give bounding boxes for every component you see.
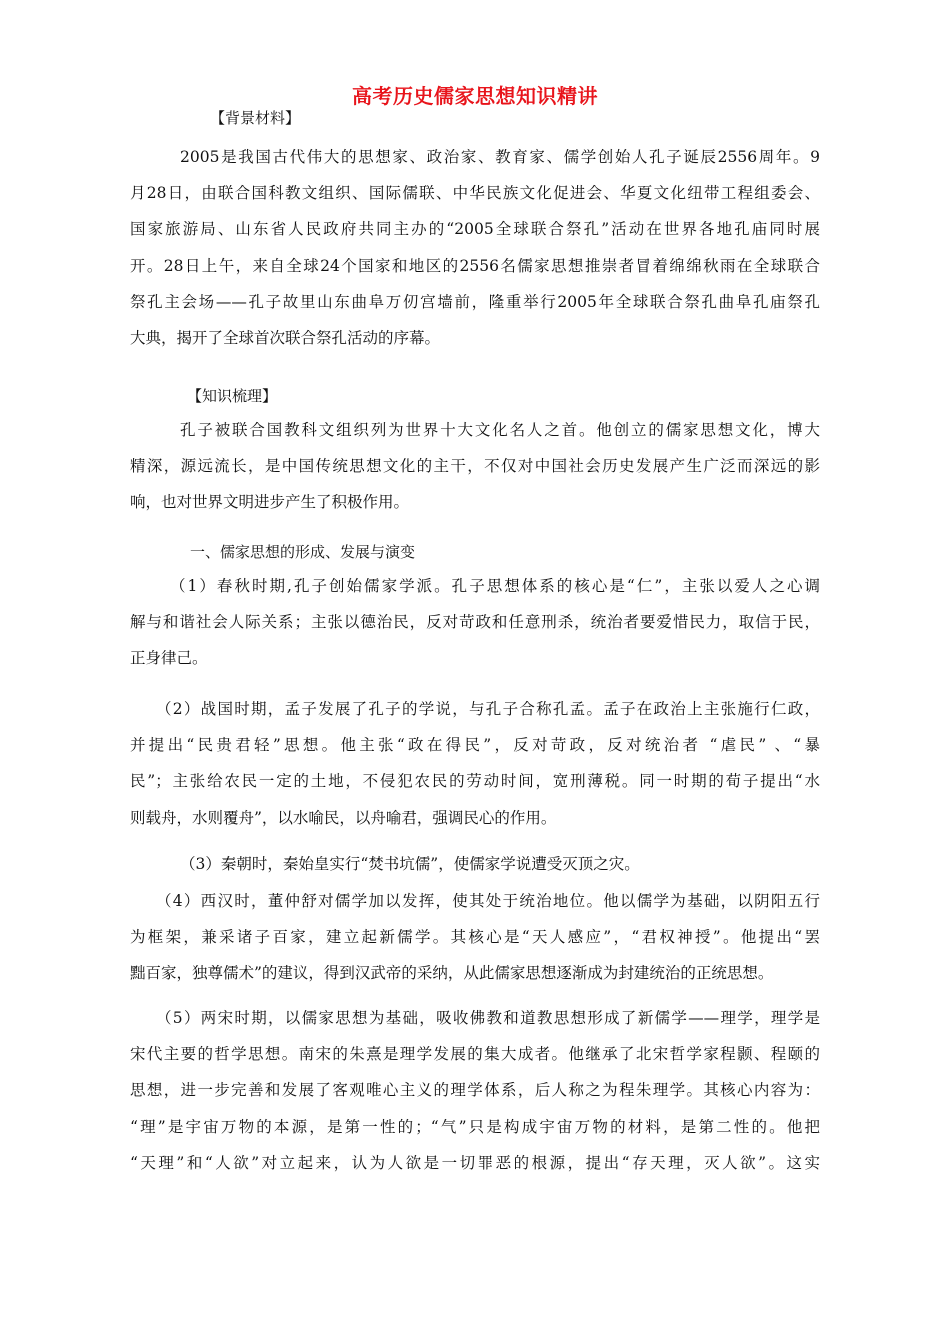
paragraph-line: 正身律己。 (130, 649, 208, 668)
paragraph-line: 思想，进一步完善和发展了客观唯心主义的理学体系，后人称之为程朱理学。其核心内容为： (130, 1081, 820, 1100)
intro-paragraph (130, 412, 820, 521)
paragraph-line: 并提出“民贵君轻”思想。他主张“政在得民”，反对苛政，反对统治者 “虐民” 、“暴 (130, 736, 820, 755)
paragraph-line: 开。28日上午，来自全球24个国家和地区的2556名儒家思想推崇者冒着绵绵秋雨在全球联合 (130, 256, 820, 275)
paragraph-line: （1）春秋时期,孔子创始儒家学派。孔子思想体系的核心是“仁”，主张以爱人之心调 (170, 577, 820, 595)
background-paragraph (130, 139, 820, 356)
paragraph-line: “理”是宇宙万物的本源，是第一性的；“气”只是构成宇宙万物的材料，是第二性的。他把 (130, 1117, 820, 1136)
paragraph-line: 则载舟，水则覆舟”，以水喻民，以舟喻君，强调民心的作用。 (130, 808, 557, 827)
paragraph-line: 宋代主要的哲学思想。南宋的朱熹是理学发展的集大成者。他继承了北宋哲学家程颢、程颐的 (130, 1045, 820, 1064)
item-5-paragraph (130, 1000, 820, 1181)
paragraph-line: “天理”和“人欲”对立起来，认为人欲是一切罪恶的根源，提出“存天理，灭人欲”。这实 (130, 1153, 820, 1172)
paragraph-line: 2005是我国古代伟大的思想家、政治家、教育家、儒学创始人孔子诞辰2556周年。9 (180, 148, 820, 166)
paragraph-line: 解与和谐社会人际关系；主张以德治民，反对苛政和任意刑杀，统治者要爱惜民力，取信于民， (130, 613, 820, 632)
section-heading-1: 一、儒家思想的形成、发展与演变 (190, 543, 416, 561)
paragraph-line: 孔子被联合国教科文组织列为世界十大文化名人之首。他创立的儒家思想文化，博大 (180, 421, 820, 439)
paragraph-line: 大典，揭开了全球首次联合祭孔活动的序幕。 (130, 329, 441, 348)
paragraph-line: （3）秦朝时，秦始皇实行“焚书坑儒”，使儒家学说遭受灭顶之灾。 (180, 855, 640, 873)
paragraph-line: 民”；主张给农民一定的土地，不侵犯农民的劳动时间，宽刑薄税。同一时期的荀子提出“水 (130, 772, 820, 791)
paragraph-line: 祭孔主会场——孔子故里山东曲阜万仞宫墙前，隆重举行2005年全球联合祭孔曲阜孔庙祭孔 (130, 292, 820, 311)
item-1-paragraph (130, 568, 820, 677)
item-2-paragraph (130, 691, 820, 836)
paragraph-line: 月28日，由联合国科教文组织、国际儒联、中华民族文化促进会、华夏文化纽带工程组委会、 (130, 184, 820, 203)
paragraph-line: 为框架，兼采诸子百家，建立起新儒学。其核心是“天人感应”，“君权神授”。他提出“罢 (130, 928, 820, 947)
item-3-paragraph (130, 846, 820, 882)
document-title: 高考历史儒家思想知识精讲 (352, 84, 598, 108)
paragraph-line: （5）两宋时期，以儒家思想为基础，吸收佛教和道教思想形成了新儒学——理学，理学是 (156, 1009, 820, 1027)
paragraph-line: 响，也对世界文明进步产生了积极作用。 (130, 493, 410, 512)
background-heading: 【背景材料】 (210, 109, 301, 127)
paragraph-line: （2）战国时期，孟子发展了孔子的学说，与孔子合称孔孟。孟子在政治上主张施行仁政， (156, 700, 820, 718)
paragraph-line: 精深，源远流长，是中国传统思想文化的主干，不仅对中国社会历史发展产生广泛而深远的影 (130, 457, 820, 476)
paragraph-line: 黜百家，独尊儒术”的建议，得到汉武帝的采纳，从此儒家思想逐渐成为封建统治的正统思想。 (130, 964, 774, 983)
paragraph-line: 国家旅游局、山东省人民政府共同主办的“2005全球联合祭孔”活动在世界各地孔庙同时展 (130, 220, 820, 239)
knowledge-heading: 【知识梳理】 (187, 387, 278, 405)
paragraph-line: （4）西汉时，董仲舒对儒学加以发挥，使其处于统治地位。他以儒学为基础，以阴阳五行 (156, 892, 820, 910)
item-4-paragraph (130, 883, 820, 992)
